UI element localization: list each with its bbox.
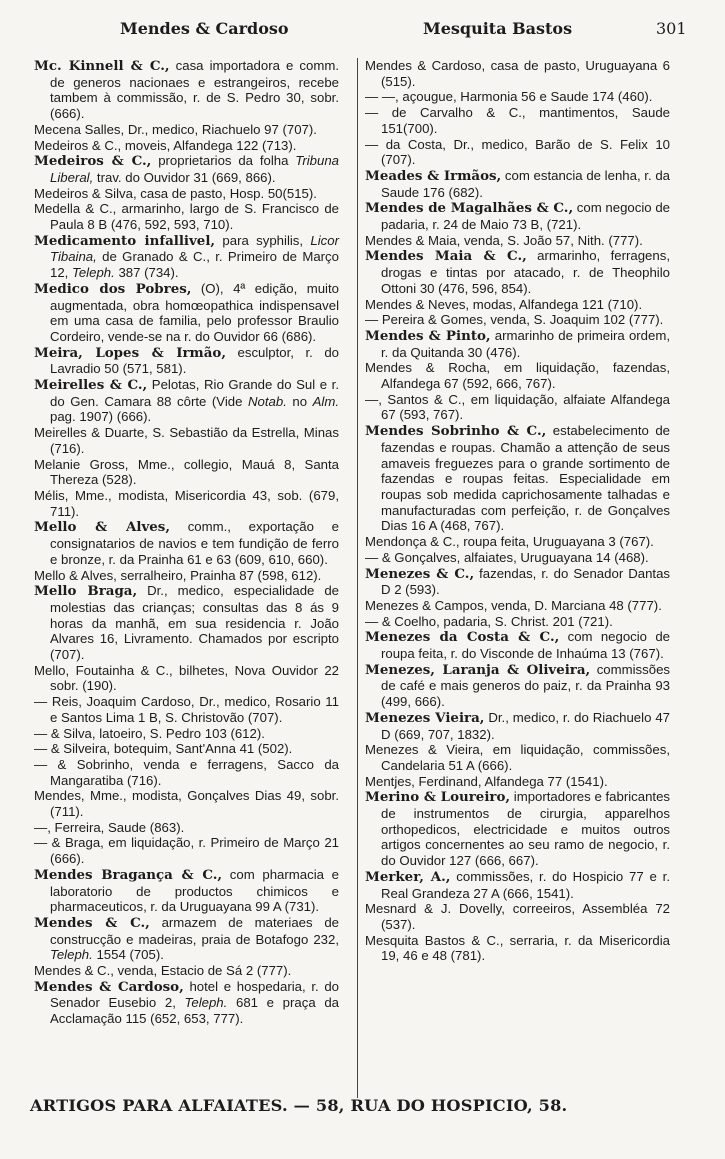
entry-text: Mendonça & C., roupa feita, Uruguayana 3 (767). bbox=[365, 534, 654, 550]
running-header bbox=[0, 19, 725, 45]
directory-entry bbox=[365, 328, 670, 360]
entry-text: armarinho de primeira ordem, r. da Quitanda 30 (476). bbox=[381, 327, 670, 360]
entry-name: Menezes Vieira, bbox=[365, 709, 485, 726]
entry-name: Menezes da Costa & C., bbox=[365, 629, 560, 646]
entry-name: Medico dos Pobres, bbox=[34, 280, 192, 297]
directory-entry bbox=[34, 345, 339, 377]
entry-text: de Granado & C., r. Primeiro de Março 12, bbox=[50, 249, 339, 281]
directory-entry bbox=[365, 550, 670, 566]
directory-entry bbox=[365, 774, 670, 790]
directory-entry bbox=[34, 694, 339, 725]
directory-entry bbox=[34, 726, 339, 742]
left-column bbox=[34, 58, 339, 1027]
header-right: Mesquita Bastos bbox=[423, 19, 573, 38]
entry-text: — & Sobrinho, venda e ferragens, Sacco da Mangaratiba (716). bbox=[34, 756, 339, 788]
entry-text: Mesnard & J. Dovelly, correeiros, Assembléa 72 (537). bbox=[365, 901, 670, 932]
entry-text: —, Ferreira, Saude (863). bbox=[34, 819, 185, 835]
entry-name: Medeiros & C., bbox=[34, 153, 152, 170]
entry-text: para syphilis, bbox=[215, 232, 311, 248]
directory-entry bbox=[34, 979, 339, 1027]
directory-entry bbox=[34, 741, 339, 757]
entry-text: Meirelles & Duarte, S. Sebastião da Estrella, Minas (716). bbox=[34, 425, 339, 456]
directory-entry bbox=[365, 360, 670, 391]
entry-name: Mendes & Pinto, bbox=[365, 327, 491, 344]
directory-entry bbox=[365, 248, 670, 296]
directory-entry bbox=[34, 915, 339, 963]
entry-name: Medicamento infallivel, bbox=[34, 232, 216, 249]
entry-text: no bbox=[286, 393, 313, 409]
directory-entry bbox=[34, 583, 339, 663]
footer-advertisement: ARTIGOS PARA ALFAIATES. — 58, RUA DO HOSPICIO, 58. bbox=[30, 1096, 568, 1115]
entry-name: Meirelles & C., bbox=[34, 377, 148, 394]
entry-text: Mecena Salles, Dr., medico, Riachuelo 97 (707). bbox=[34, 121, 317, 137]
entry-text: com estancia de lenha, r. da Saude 176 (682). bbox=[381, 167, 670, 200]
directory-entry bbox=[34, 963, 339, 979]
directory-entry bbox=[365, 662, 670, 710]
directory-entry bbox=[365, 392, 670, 423]
entry-italic: Alm. bbox=[312, 393, 340, 409]
entry-name: Mendes & Cardoso, bbox=[34, 978, 184, 995]
entry-text: Dr., medico, especialidade de molestias das crianças; consultas das 8 ás 9 horas da manhã, em sua residencia r. João Alvares 16, Livramento. Chamados por escripto (707). bbox=[50, 583, 339, 663]
entry-text: (O), 4ª edição, muito augmentada, obra homœopathica indispensavel em uma casa de familia, pelo professor Braulio Cordeiro, vende-se na r. do Ouvidor 66 (686). bbox=[50, 280, 339, 344]
directory-entry bbox=[34, 153, 339, 185]
entry-text: Mélis, Mme., modista, Misericordia 43, sob. (679, 711). bbox=[34, 487, 339, 519]
directory-entry bbox=[365, 789, 670, 869]
column-divider bbox=[357, 58, 358, 1098]
entry-text: Menezes & Vieira, em liquidação, commissões, Candelaria 51 A (666). bbox=[365, 742, 670, 773]
entry-text: Mendes & Rocha, em liquidação, fazendas, Alfandega 67 (592, 666, 767). bbox=[365, 360, 670, 392]
directory-entry bbox=[365, 869, 670, 901]
entry-text: proprietarios da folha bbox=[151, 153, 296, 169]
directory-entry bbox=[365, 598, 670, 614]
directory-entry bbox=[365, 423, 670, 534]
entry-text: casa importadora e comm. de generos nacionaes e estrangeiros, recebe tambem à commissão, r. de S. Pedro 30, sobr. (666). bbox=[50, 58, 339, 122]
entry-text: Mendes & C., venda, Estacio de Sá 2 (777). bbox=[34, 963, 292, 979]
entry-name: Mendes Sobrinho & C., bbox=[365, 423, 547, 440]
entry-text: Mello & Alves, serralheiro, Prainha 87 (598, 612). bbox=[34, 567, 322, 583]
directory-entry bbox=[34, 58, 339, 122]
entry-text: — & Gonçalves, alfaiates, Uruguayana 14 (468). bbox=[365, 549, 649, 565]
entry-italic: Notab. bbox=[248, 393, 287, 409]
entry-text: armazem de materiaes de construcção e madeiras, praia de Botafogo 232, bbox=[50, 914, 339, 947]
entry-text: —, Santos & C., em liquidação, alfaiate Alfandega 67 (593, 767). bbox=[365, 391, 670, 423]
entry-text: Medella & C., armarinho, largo de S. Francisco de Paula 8 B (476, 592, 593, 710). bbox=[34, 201, 339, 233]
entry-name: Meira, Lopes & Irmão, bbox=[34, 344, 226, 361]
entry-text: trav. do Ouvidor 31 (669, 866). bbox=[93, 169, 276, 185]
directory-entry bbox=[34, 377, 339, 425]
entry-text: Mello, Foutainha & C., bilhetes, Nova Ouvidor 22 sobr. (190). bbox=[34, 662, 339, 694]
entry-text: hotel e hospedaria, r. do Senador Eusebio 2, bbox=[50, 978, 339, 1011]
entry-text: — de Carvalho & C., mantimentos, Saude 151(700). bbox=[365, 105, 670, 136]
entry-name: Mello & Alves, bbox=[34, 519, 170, 536]
entry-text: — & Braga, em liquidação, r. Primeiro de Março 21 (666). bbox=[34, 835, 339, 867]
directory-entry bbox=[365, 137, 670, 168]
directory-entry bbox=[365, 297, 670, 313]
entry-text: com pharmacia e laboratorio de productos chimicos e pharmaceuticos, r. da Uruguayana 99 A (731). bbox=[50, 866, 339, 915]
directory-entry bbox=[34, 201, 339, 232]
entry-text: commissões, r. do Hospicio 77 e r. Real Grandeza 27 A (666, 1541). bbox=[381, 868, 670, 901]
entry-text: importadores e fabricantes de instrumentos de cirurgia, apparelhos orthopedicos, electricidade e muitos outros artigos concernentes ao seu ramo de negocio, r. do Ouvidor 127 (666, 667). bbox=[381, 789, 670, 869]
directory-entry bbox=[365, 200, 670, 232]
entry-text: Medeiros & Silva, casa de pasto, Hosp. 50(515). bbox=[34, 185, 317, 201]
entry-name: Mendes de Magalhães & C., bbox=[365, 200, 574, 217]
entry-text: — Reis, Joaquim Cardoso, Dr., medico, Rosario 11 e Santos Lima 1 B, S. Christovão (707). bbox=[34, 694, 339, 725]
entry-name: Mc. Kinnell & C., bbox=[34, 58, 170, 74]
entry-text: pag. 1907) (666). bbox=[50, 409, 152, 425]
entry-italic: Tribuna Liberal, bbox=[50, 153, 340, 185]
directory-entry bbox=[34, 788, 339, 819]
entry-text: Mendes, Mme., modista, Gonçalves Dias 49, sobr. (711). bbox=[34, 788, 339, 820]
entry-text: Menezes & Campos, venda, D. Marciana 48 (777). bbox=[365, 597, 662, 613]
entry-name: Merker, A., bbox=[365, 868, 451, 885]
entry-italic: Teleph. bbox=[72, 265, 115, 281]
entry-text: — & Coelho, padaria, S. Christ. 201 (721). bbox=[365, 613, 613, 629]
entry-name: Mendes Maia & C., bbox=[365, 248, 527, 265]
entry-italic: Teleph. bbox=[184, 995, 228, 1011]
entry-text: esculptor, r. do Lavradio 50 (571, 581). bbox=[50, 344, 339, 377]
entry-name: Mendes Bragança & C., bbox=[34, 866, 223, 883]
directory-entry bbox=[365, 233, 670, 249]
directory-entry bbox=[34, 568, 339, 584]
header-left: Mendes & Cardoso bbox=[120, 19, 289, 38]
entry-text: Melanie Gross, Mme., collegio, Mauá 8, Santa Thereza (528). bbox=[34, 456, 339, 488]
directory-entry bbox=[34, 757, 339, 788]
entry-text: Mentjes, Ferdinand, Alfandega 77 (1541). bbox=[365, 773, 608, 789]
directory-entry bbox=[34, 867, 339, 915]
entry-name: Menezes, Laranja & Oliveira, bbox=[365, 661, 591, 678]
entry-text: Medeiros & C., moveis, Alfandega 122 (713). bbox=[34, 137, 297, 153]
entry-name: Mello Braga, bbox=[34, 583, 138, 600]
directory-entry bbox=[34, 122, 339, 138]
entry-text: 387 (734). bbox=[114, 265, 179, 281]
directory-entry bbox=[365, 168, 670, 200]
directory-entry bbox=[365, 629, 670, 661]
directory-entry bbox=[34, 663, 339, 694]
entry-text: Pelotas, Rio Grande do Sul e r. do Gen. Camara 88 côrte (Vide bbox=[50, 377, 339, 409]
entry-text: estabelecimento de fazendas e roupas. Chamão a attenção de seus amaveis freguezes para o grande sortimento de fazendas e roupas feitas. Especialidade em roupas sob medida caprichosamente talhadas e manufacturadas com perfeição, r. de Gonçalves Dias 16 A (468, 767). bbox=[381, 423, 670, 534]
entry-text: comm., exportação e consignatarios de navios e tem fundição de ferro e bronze, r. da Prainha 61 e 63 (609, 610, 660). bbox=[50, 519, 339, 567]
directory-entry bbox=[34, 233, 339, 281]
entry-name: Menezes & C., bbox=[365, 565, 475, 582]
entry-text: fazendas, r. do Senador Dantas D 2 (593). bbox=[381, 565, 670, 598]
entry-text: commissões de café e mais generos do paiz, r. da Prainha 93 (499, 666). bbox=[381, 661, 670, 710]
directory-entry bbox=[34, 519, 339, 567]
entry-text: 681 e praça da Acclamação 115 (652, 653, 777). bbox=[50, 995, 339, 1027]
directory-entry bbox=[365, 933, 670, 964]
entry-italic: Teleph. bbox=[50, 947, 93, 963]
directory-entry bbox=[365, 58, 670, 89]
entry-italic: Licor Tibaina, bbox=[50, 232, 339, 265]
entry-name: Mendes & C., bbox=[34, 914, 150, 931]
entry-text: Mendes & Neves, modas, Alfandega 121 (710). bbox=[365, 296, 643, 312]
directory-entry bbox=[34, 138, 339, 154]
directory-entry bbox=[34, 457, 339, 488]
entry-text: Dr., medico, r. do Riachuelo 47 D (669, 707, 1832). bbox=[381, 709, 670, 742]
entry-text: com negocio de roupa feita, r. do Visconde de Inhaúma 13 (767). bbox=[381, 629, 670, 662]
directory-entry bbox=[365, 710, 670, 742]
directory-entry bbox=[365, 566, 670, 598]
directory-entry bbox=[365, 901, 670, 932]
entry-text: — & Silva, latoeiro, S. Pedro 103 (612). bbox=[34, 725, 265, 741]
entry-text: — Pereira & Gomes, venda, S. Joaquim 102 (777). bbox=[365, 312, 664, 328]
entry-text: — & Silveira, botequim, Sant'Anna 41 (502). bbox=[34, 741, 293, 757]
entry-text: Mendes & Maia, venda, S. João 57, Nith. (777). bbox=[365, 232, 643, 248]
entry-text: Mesquita Bastos & C., serraria, r. da Misericordia 19, 46 e 48 (781). bbox=[365, 932, 670, 964]
entry-text: — —, açougue, Harmonia 56 e Saude 174 (460). bbox=[365, 89, 653, 105]
directory-entry bbox=[34, 281, 339, 345]
directory-entry bbox=[365, 614, 670, 630]
directory-entry bbox=[365, 89, 670, 105]
entry-text: com negocio de padaria, r. 24 de Maio 73 B, (721). bbox=[381, 200, 670, 233]
directory-entry bbox=[365, 312, 670, 328]
right-column bbox=[365, 58, 670, 964]
page-number: 301 bbox=[656, 19, 687, 38]
entry-text: Mendes & Cardoso, casa de pasto, Uruguayana 6 (515). bbox=[365, 58, 670, 89]
entry-text: — da Costa, Dr., medico, Barão de S. Felix 10 (707). bbox=[365, 136, 670, 168]
directory-entry bbox=[365, 742, 670, 773]
directory-entry bbox=[365, 105, 670, 136]
directory-entry bbox=[34, 820, 339, 836]
entry-name: Merino & Loureiro, bbox=[365, 789, 511, 806]
directory-entry bbox=[34, 186, 339, 202]
entry-name: Meades & Irmãos, bbox=[365, 167, 502, 184]
directory-entry bbox=[34, 488, 339, 519]
directory-entry bbox=[34, 425, 339, 456]
directory-entry bbox=[34, 835, 339, 866]
entry-text: armarinho, ferragens, drogas e tintas por atacado, r. de Theophilo Ottoni 30 (476, 596, 854). bbox=[381, 248, 670, 296]
directory-entry bbox=[365, 534, 670, 550]
entry-text: 1554 (705). bbox=[92, 947, 164, 963]
